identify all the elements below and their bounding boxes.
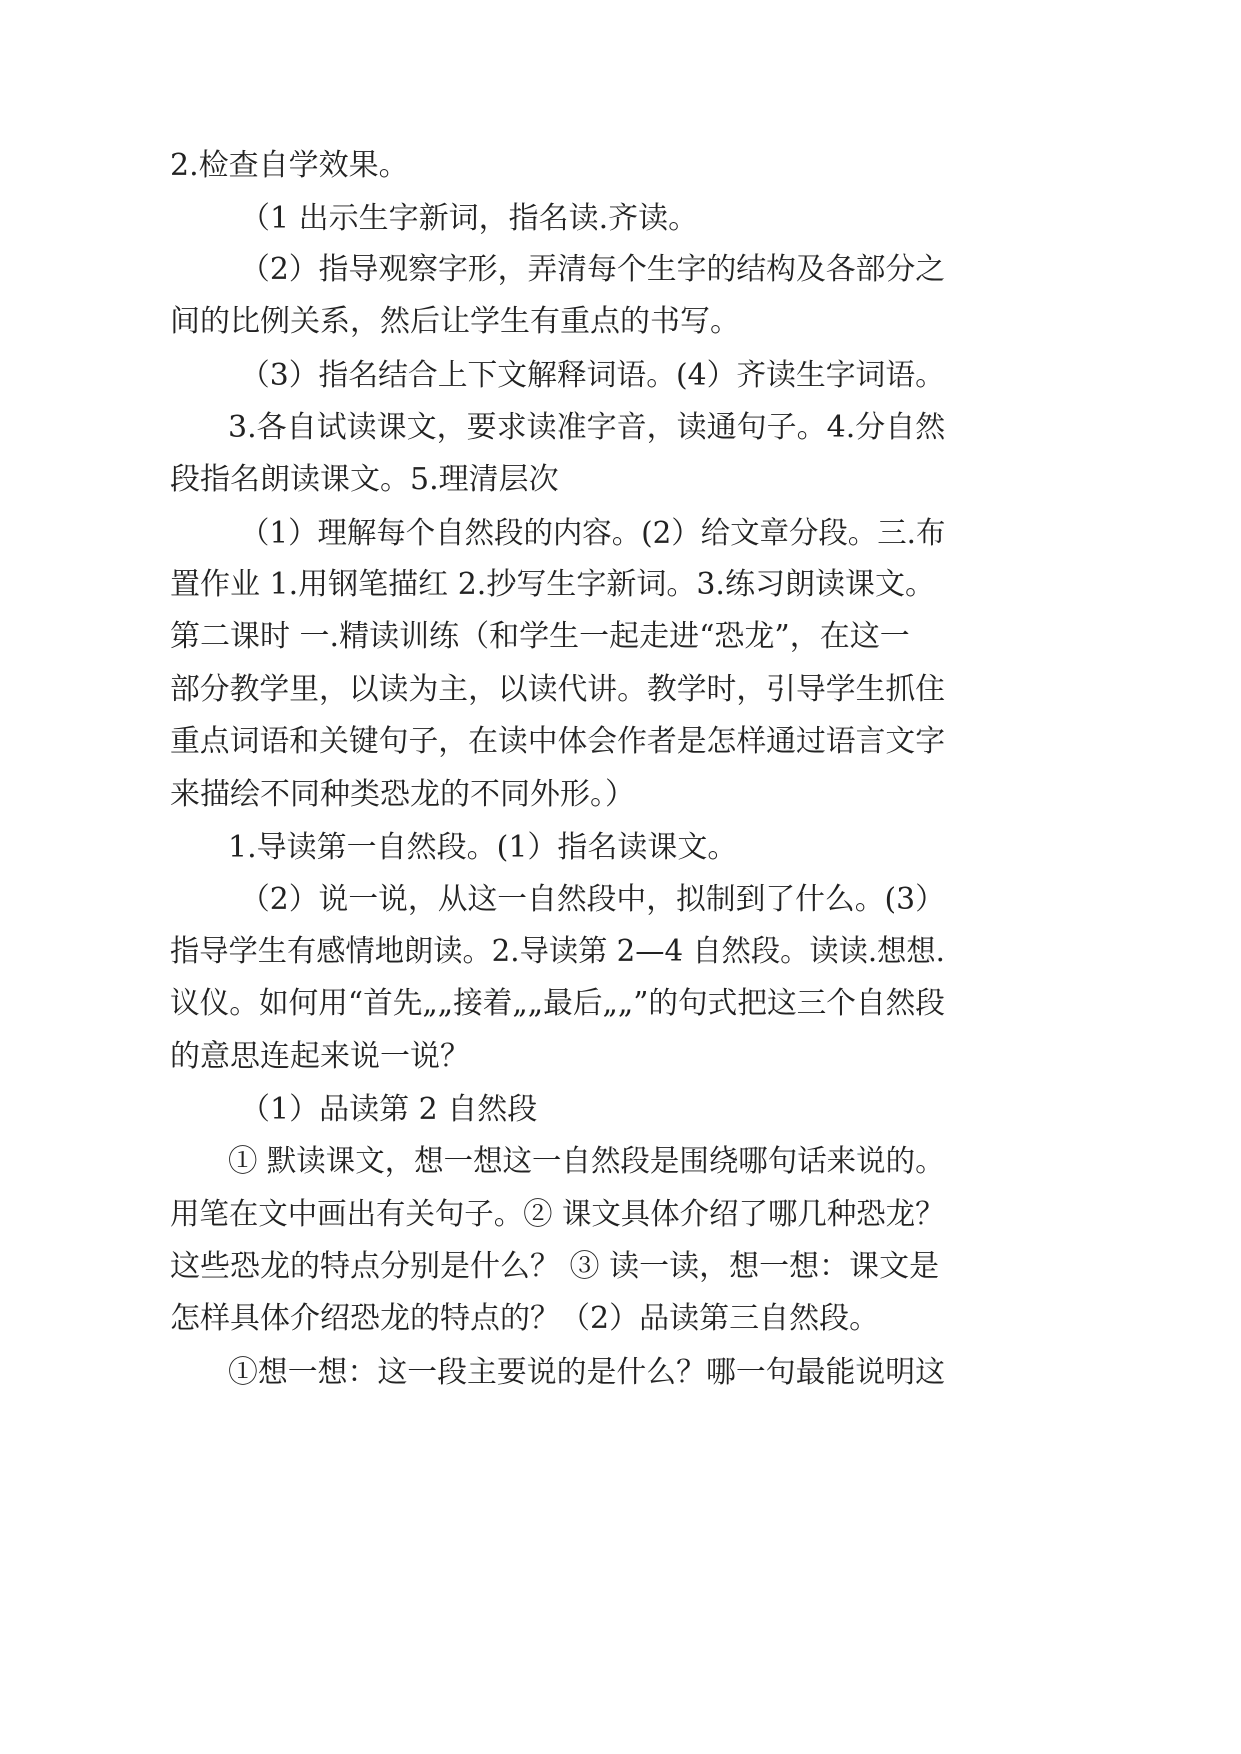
text-line: 间的比例关系，然后让学生有重点的书写。 — [170, 304, 740, 339]
text-line: 议仪。如何用“首先„„接着„„最后„„”的句式把这三个自然段 — [170, 986, 945, 1021]
text-line: ① 默读课文，想一想这一自然段是围绕哪句话来说的。 — [228, 1144, 945, 1179]
text-line: 部分教学里，以读为主，以读代讲。教学时，引导学生抓住 — [170, 672, 946, 707]
text-line: （3）指名结合上下文解释词语。(4）齐读生字词语。 — [240, 358, 945, 393]
text-line: （2）指导观察字形，弄清每个生字的结构及各部分之 — [240, 252, 946, 287]
text-line: ①想一想：这一段主要说的是什么？哪一句最能说明这 — [228, 1355, 945, 1390]
text-line: 重点词语和关键句子，在读中体会作者是怎样通过语言文字 — [170, 724, 946, 759]
text-line: 用笔在文中画出有关句子。② 课文具体介绍了哪几种恐龙？ — [170, 1197, 945, 1232]
text-line: 1.导读第一自然段。(1）指名读课文。 — [228, 830, 738, 865]
text-line: 2.检查自学效果。 — [170, 148, 409, 183]
text-line: （1）品读第 2 自然段 — [240, 1092, 538, 1127]
text-line: （1）理解每个自然段的内容。(2）给文章分段。三.布 — [240, 516, 946, 551]
text-line: 置作业 1.用钢笔描红 2.抄写生字新词。3.练习朗读课文。 — [170, 567, 935, 602]
text-line: 段指名朗读课文。5.理清层次 — [170, 462, 559, 497]
text-line: 的意思连起来说一说？ — [170, 1039, 470, 1074]
text-line: （2）说一说，从这一自然段中，拟制到了什么。(3） — [240, 882, 945, 917]
text-line: 3.各自试读课文，要求读准字音，读通句子。4.分自然 — [228, 410, 946, 445]
text-line: （1 出示生字新词，指名读.齐读。 — [240, 201, 699, 236]
text-line: 指导学生有感情地朗读。2.导读第 2—4 自然段。读读.想想. — [170, 934, 945, 969]
text-line: 这些恐龙的特点分别是什么？ ③ 读一读，想一想：课文是 — [170, 1249, 940, 1284]
text-line: 怎样具体介绍恐龙的特点的？（2）品读第三自然段。 — [170, 1301, 880, 1336]
text-line: 第二课时 一.精读训练（和学生一起走进“恐龙”，在这一 — [170, 619, 910, 654]
text-line: 来描绘不同种类恐龙的不同外形。） — [170, 777, 635, 812]
